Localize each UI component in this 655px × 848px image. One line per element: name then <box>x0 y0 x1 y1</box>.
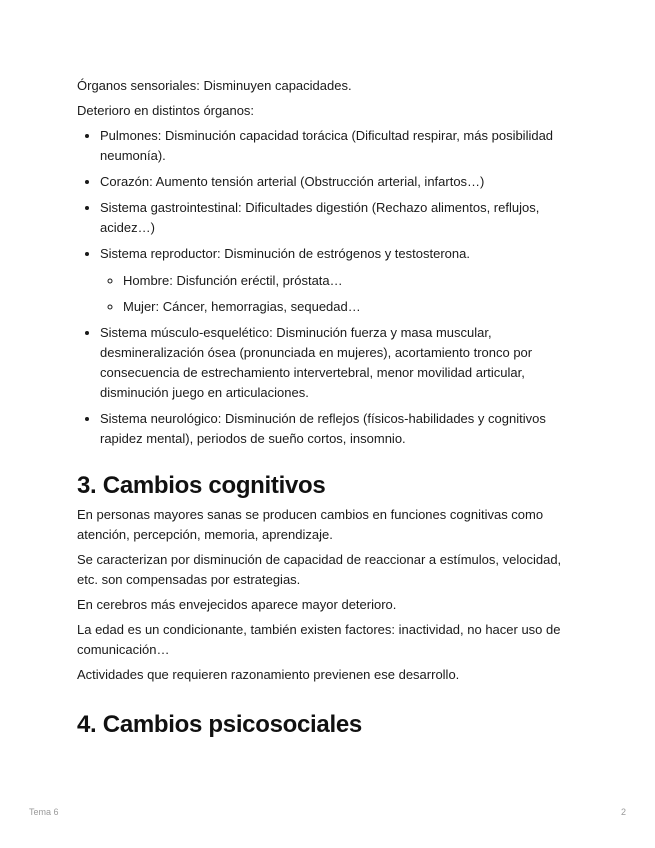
organ-list <box>77 126 577 449</box>
cognitive-paragraph-4: La edad es un condicionante, también existen factores: inactividad, no hacer uso de comunicación… <box>77 622 561 657</box>
document-page <box>77 76 577 740</box>
heading-cognitive-changes: 3. Cambios cognitivos <box>77 472 326 499</box>
cognitive-paragraph-5: Actividades que requieren razonamiento previenen ese desarrollo. <box>77 667 460 682</box>
list-item-neurological: • Sistema neurológico: Disminución de reflejos (físicos-habilidades y cognitivos rapidez mental), periodos de sueño cortos, insomnio. <box>100 409 577 449</box>
organ-deterioration-intro: Deterioro en distintos órganos: <box>77 103 255 118</box>
sensory-organs-paragraph: Órganos sensoriales: Disminuyen capacidades. <box>77 78 352 93</box>
heading-psychosocial-changes: 4. Cambios psicosociales <box>77 711 362 738</box>
sub-item-female: ◦ Mujer: Cáncer, hemorragias, sequedad… <box>123 297 577 317</box>
sub-item-male: ◦ Hombre: Disfunción eréctil, próstata… <box>123 271 577 291</box>
list-item-heart: • Corazón: Aumento tensión arterial (Obstrucción arterial, infartos…) <box>100 172 577 192</box>
cognitive-paragraph-2: Se caracterizan por disminución de capacidad de reaccionar a estímulos, velocidad, etc. son compensadas por estrategias. <box>77 552 562 587</box>
reproductive-text: Sistema reproductor: Disminución de estrógenos y testosterona. <box>100 246 470 261</box>
cognitive-paragraph-1: En personas mayores sanas se producen cambios en funciones cognitivas como atención, percepción, memoria, aprendizaje. <box>77 507 544 542</box>
list-item-musculoskeletal: • Sistema músculo-esquelético: Disminución fuerza y masa muscular, desmineralización ósea (pronunciada en mujeres), acortamiento tronco por consecuencia de estrechamiento intervertebral, menor movilidad articular, disminución juego en articulaciones. <box>100 323 577 403</box>
list-item-reproductive <box>100 244 577 317</box>
reproductive-sub-list <box>100 271 577 317</box>
footer-topic-label: Tema 6 <box>29 807 59 817</box>
list-item-gastrointestinal: • Sistema gastrointestinal: Dificultades digestión (Rechazo alimentos, reflujos, acidez…) <box>100 198 577 238</box>
cognitive-paragraph-3: En cerebros más envejecidos aparece mayor deterioro. <box>77 597 397 612</box>
list-item-lungs: • Pulmones: Disminución capacidad torácica (Dificultad respirar, más posibilidad neumonía). <box>100 126 577 166</box>
footer-page-number: 2 <box>620 807 626 817</box>
